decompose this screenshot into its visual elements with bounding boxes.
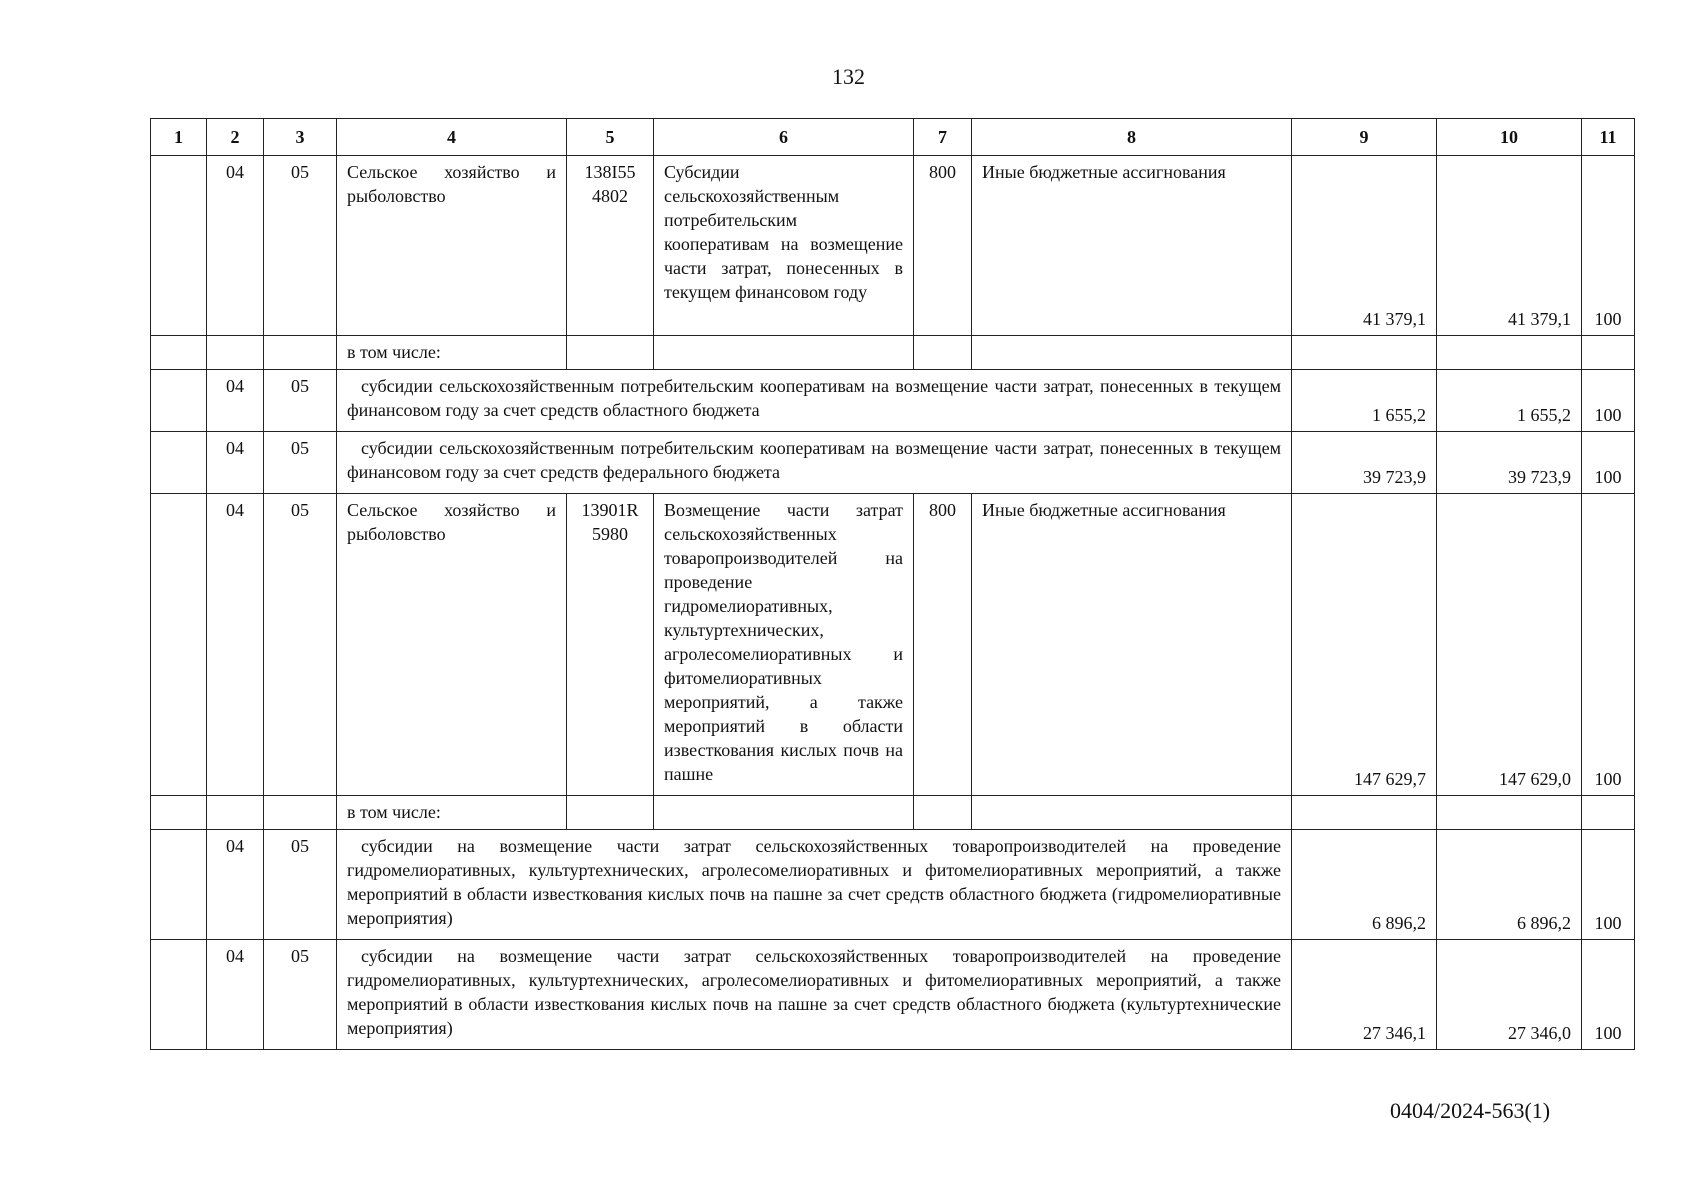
cell-empty [654,336,914,370]
execution-percent: 100 [1582,432,1635,494]
subsidy-description: субсидии сельскохозяйственным потребительским кооперативам на возмещение части затрат, понесенных в текущем финансовом году за счет средств федерального бюджета [337,432,1292,494]
document-code: 0404/2024-563(1) [1390,1098,1551,1123]
actual-amount: 147 629,0 [1437,494,1582,796]
cell-empty [1437,796,1582,830]
cell-empty [567,336,654,370]
section-code: 04 [207,370,264,432]
cell-empty [151,432,207,494]
planned-amount: 1 655,2 [1292,370,1437,432]
target-article-name: Возмещение части затрат сельскохозяйственных товаропроизводителей на проведение гидромелиоративных, культуртехнических, агролесомелиоративных и фитомелиоративных мероприятий, а также мероприятий в области известкования кислых почв на пашне [654,494,914,796]
execution-percent: 100 [1582,830,1635,940]
expense-type-name: Иные бюджетные ассигнования [972,494,1292,796]
section-code: 04 [207,432,264,494]
target-article-code: 138I55 4802 [567,156,654,336]
cell-empty [264,336,337,370]
subsection-code: 05 [264,830,337,940]
header-cell: 10 [1437,119,1582,156]
actual-amount: 41 379,1 [1437,156,1582,336]
cell-empty [1582,796,1635,830]
cell-empty [151,156,207,336]
actual-amount: 6 896,2 [1437,830,1582,940]
subsection-code: 05 [264,156,337,336]
subsection-code: 05 [264,370,337,432]
cell-empty [914,796,972,830]
cell-empty [1582,336,1635,370]
actual-amount: 27 346,0 [1437,940,1582,1050]
actual-amount: 39 723,9 [1437,432,1582,494]
header-cell: 11 [1582,119,1635,156]
subsection-code: 05 [264,432,337,494]
cell-empty [151,796,207,830]
including-label: в том числе: [337,336,567,370]
header-cell: 1 [151,119,207,156]
header-cell: 4 [337,119,567,156]
table-row [151,940,1635,1050]
header-cell: 3 [264,119,337,156]
header-cell: 7 [914,119,972,156]
including-label: в том числе: [337,796,567,830]
cell-empty [567,796,654,830]
page-number: 132 [832,64,865,89]
subsection-code: 05 [264,940,337,1050]
cell-empty [151,370,207,432]
table-row [151,370,1635,432]
execution-percent: 100 [1582,494,1635,796]
cell-empty [264,796,337,830]
cell-empty [1292,336,1437,370]
execution-percent: 100 [1582,370,1635,432]
expense-type-name: Иные бюджетные ассигнования [972,156,1292,336]
table-row [151,432,1635,494]
subsection-code: 05 [264,494,337,796]
cell-empty [207,336,264,370]
section-code: 04 [207,940,264,1050]
cell-empty [151,940,207,1050]
planned-amount: 39 723,9 [1292,432,1437,494]
header-cell: 6 [654,119,914,156]
cell-empty [1437,336,1582,370]
planned-amount: 41 379,1 [1292,156,1437,336]
header-cell: 9 [1292,119,1437,156]
table-header-row [151,119,1635,156]
header-cell: 5 [567,119,654,156]
table-row [151,336,1635,370]
execution-percent: 100 [1582,156,1635,336]
subsidy-description: субсидии на возмещение части затрат сельскохозяйственных товаропроизводителей на проведение гидромелиоративных, культуртехнических, агролесомелиоративных и фитомелиоративных мероприятий, а также мероприятий в области известкования кислых почв на пашне за счет средств областного бюджета (гидромелиоративные мероприятия) [337,830,1292,940]
cell-empty [151,494,207,796]
header-cell: 2 [207,119,264,156]
cell-empty [1292,796,1437,830]
table-row [151,830,1635,940]
section-name: Сельское хозяйство и рыболовство [337,156,567,336]
cell-empty [207,796,264,830]
section-code: 04 [207,494,264,796]
target-article-code: 13901R 5980 [567,494,654,796]
cell-empty [914,336,972,370]
table-row [151,796,1635,830]
subsidy-description: субсидии на возмещение части затрат сельскохозяйственных товаропроизводителей на проведение гидромелиоративных, культуртехнических, агролесомелиоративных и фитомелиоративных мероприятий, а также мероприятий в области известкования кислых почв на пашне за счет средств областного бюджета (культуртехнические мероприятия) [337,940,1292,1050]
expense-type-code: 800 [914,156,972,336]
table-row [151,156,1635,336]
target-article-name: Субсидии сельскохозяйственным потребительским кооперативам на возмещение части затрат, понесенных в текущем финансовом году [654,156,914,336]
cell-empty [972,796,1292,830]
expense-type-code: 800 [914,494,972,796]
budget-table [150,118,1635,1050]
header-cell: 8 [972,119,1292,156]
section-code: 04 [207,830,264,940]
subsidy-description: субсидии сельскохозяйственным потребительским кооперативам на возмещение части затрат, понесенных в текущем финансовом году за счет средств областного бюджета [337,370,1292,432]
cell-empty [654,796,914,830]
planned-amount: 6 896,2 [1292,830,1437,940]
actual-amount: 1 655,2 [1437,370,1582,432]
planned-amount: 27 346,1 [1292,940,1437,1050]
table-row [151,494,1635,796]
planned-amount: 147 629,7 [1292,494,1437,796]
cell-empty [151,830,207,940]
section-name: Сельское хозяйство и рыболовство [337,494,567,796]
section-code: 04 [207,156,264,336]
cell-empty [972,336,1292,370]
cell-empty [151,336,207,370]
execution-percent: 100 [1582,940,1635,1050]
